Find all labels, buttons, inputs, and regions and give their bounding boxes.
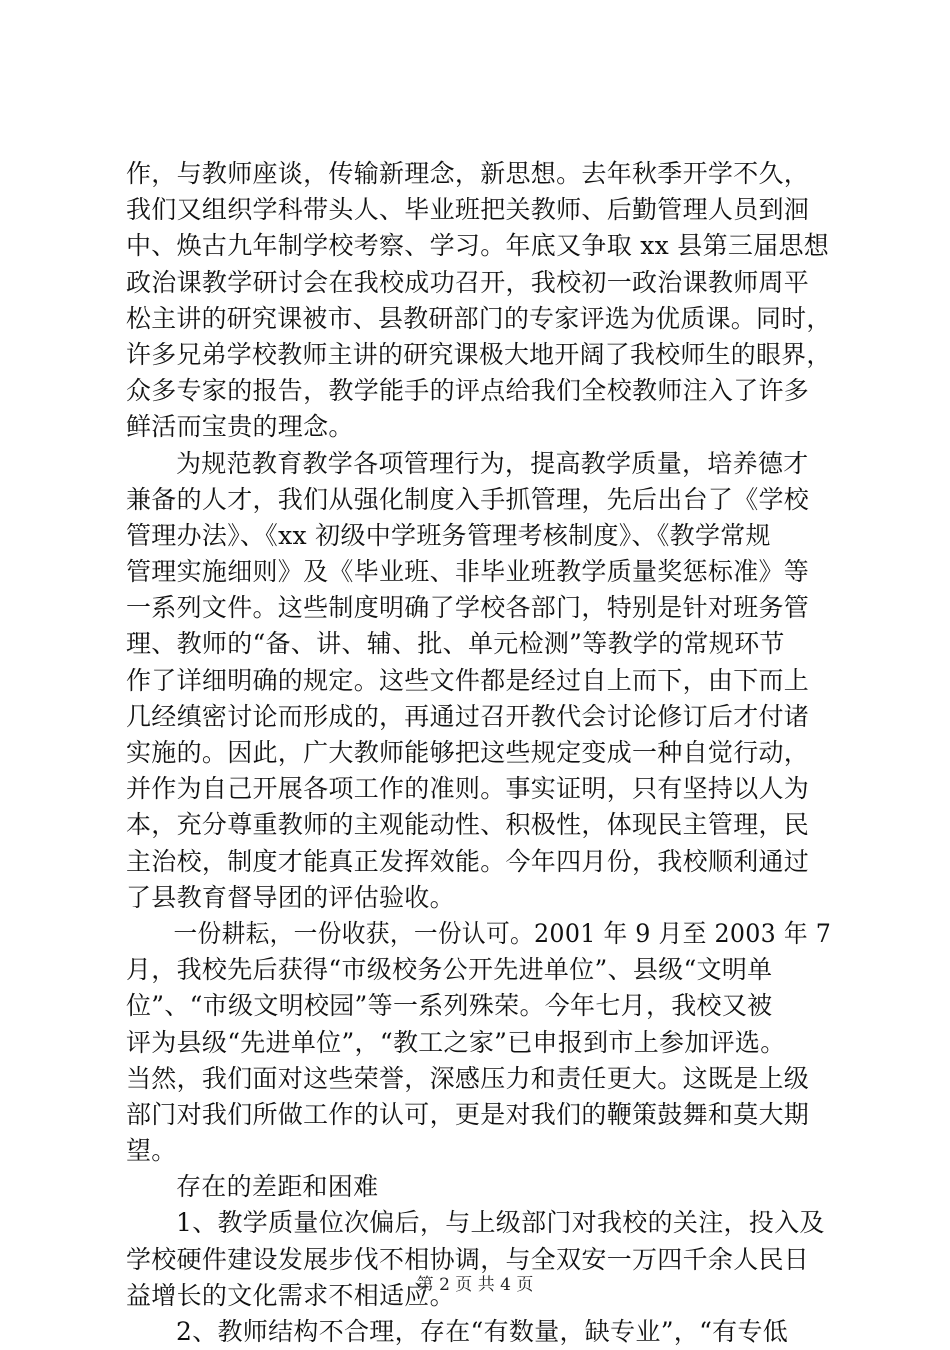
text-line: 望。	[126, 1136, 177, 1166]
text-line: 评为县级“先进单位”，“教工之家”已申报到市上参加评选。	[126, 1027, 786, 1057]
page-footer: 第 2 页 共 4 页	[416, 1275, 534, 1295]
text-line: 几经缜密讨论而形成的，再通过召开教代会讨论修订后才付诸	[126, 701, 810, 731]
text-line: 本，充分尊重教师的主观能动性、积极性，体现民主管理，民	[126, 810, 810, 840]
text-line: 1、教学质量位次偏后，与上级部门对我校的关注，投入及	[176, 1208, 825, 1238]
text-line: 政治课教学研讨会在我校成功召开，我校初一政治课教师周平	[126, 267, 810, 297]
text-line: 一份耕耘，一份收获，一份认可。2001 年 9 月至 2003 年 7	[173, 918, 832, 948]
text-line: 2、教师结构不合理，存在“有数量，缺专业”，“有专低	[176, 1317, 789, 1346]
text-line: 兼备的人才，我们从强化制度入手抓管理，先后出台了《学校	[126, 484, 810, 514]
text-line: 松主讲的研究课被市、县教研部门的专家评选为优质课。同时，	[126, 303, 832, 333]
text-line: 存在的差距和困难	[176, 1172, 379, 1202]
text-line: 作了详细明确的规定。这些文件都是经过自上而下，由下而上	[126, 665, 810, 695]
text-line: 了县教育督导团的评估验收。	[126, 882, 455, 912]
text-line: 众多专家的报告，教学能手的评点给我们全校教师注入了许多	[126, 376, 810, 406]
text-line: 管理实施细则》及《毕业班、非毕业班教学质量奖惩标准》等	[126, 557, 810, 587]
text-line: 我们又组织学科带头人、毕业班把关教师、后勤管理人员到洄	[126, 195, 810, 225]
document-body	[126, 156, 831, 1350]
text-line: 主治校，制度才能真正发挥效能。今年四月份，我校顺利通过	[126, 846, 810, 876]
text-line: 作，与教师座谈，传输新理念，新思想。去年秋季开学不久，	[126, 159, 810, 188]
text-line: 鲜活而宝贵的理念。	[126, 412, 354, 442]
text-line: 当然，我们面对这些荣誉，深感压力和责任更大。这既是上级	[126, 1063, 810, 1093]
text-line: 并作为自己开展各项工作的准则。事实证明，只有坚持以人为	[126, 774, 810, 804]
text-line: 管理办法》、《xx 初级中学班务管理考核制度》、《教学常规	[126, 520, 771, 550]
text-line: 部门对我们所做工作的认可，更是对我们的鞭策鼓舞和莫大期	[126, 1099, 810, 1129]
text-line: 位”、“市级文明校园”等一系列殊荣。今年七月，我校又被	[126, 991, 773, 1021]
text-line: 学校硬件建设发展步伐不相协调，与全双安一万四千余人民日	[126, 1244, 810, 1274]
text-line: 为规范教育教学各项管理行为，提高教学质量，培养德才	[176, 448, 809, 478]
text-line: 一系列文件。这些制度明确了学校各部门，特别是针对班务管	[126, 593, 810, 623]
text-line: 益增长的文化需求不相适应。	[126, 1280, 455, 1310]
text-line: 中、焕古九年制学校考察、学习。年底又争取 xx 县第三届思想	[126, 231, 830, 261]
text-line: 理、教师的“备、讲、辅、批、单元检测”等教学的常规环节	[126, 629, 785, 659]
text-line: 实施的。因此，广大教师能够把这些规定变成一种自觉行动，	[126, 738, 810, 767]
text-line: 月，我校先后获得“市级校务公开先进单位”、县级“文明单	[126, 955, 773, 985]
text-line: 许多兄弟学校教师主讲的研究课极大地开阔了我校师生的眼界，	[126, 339, 832, 369]
